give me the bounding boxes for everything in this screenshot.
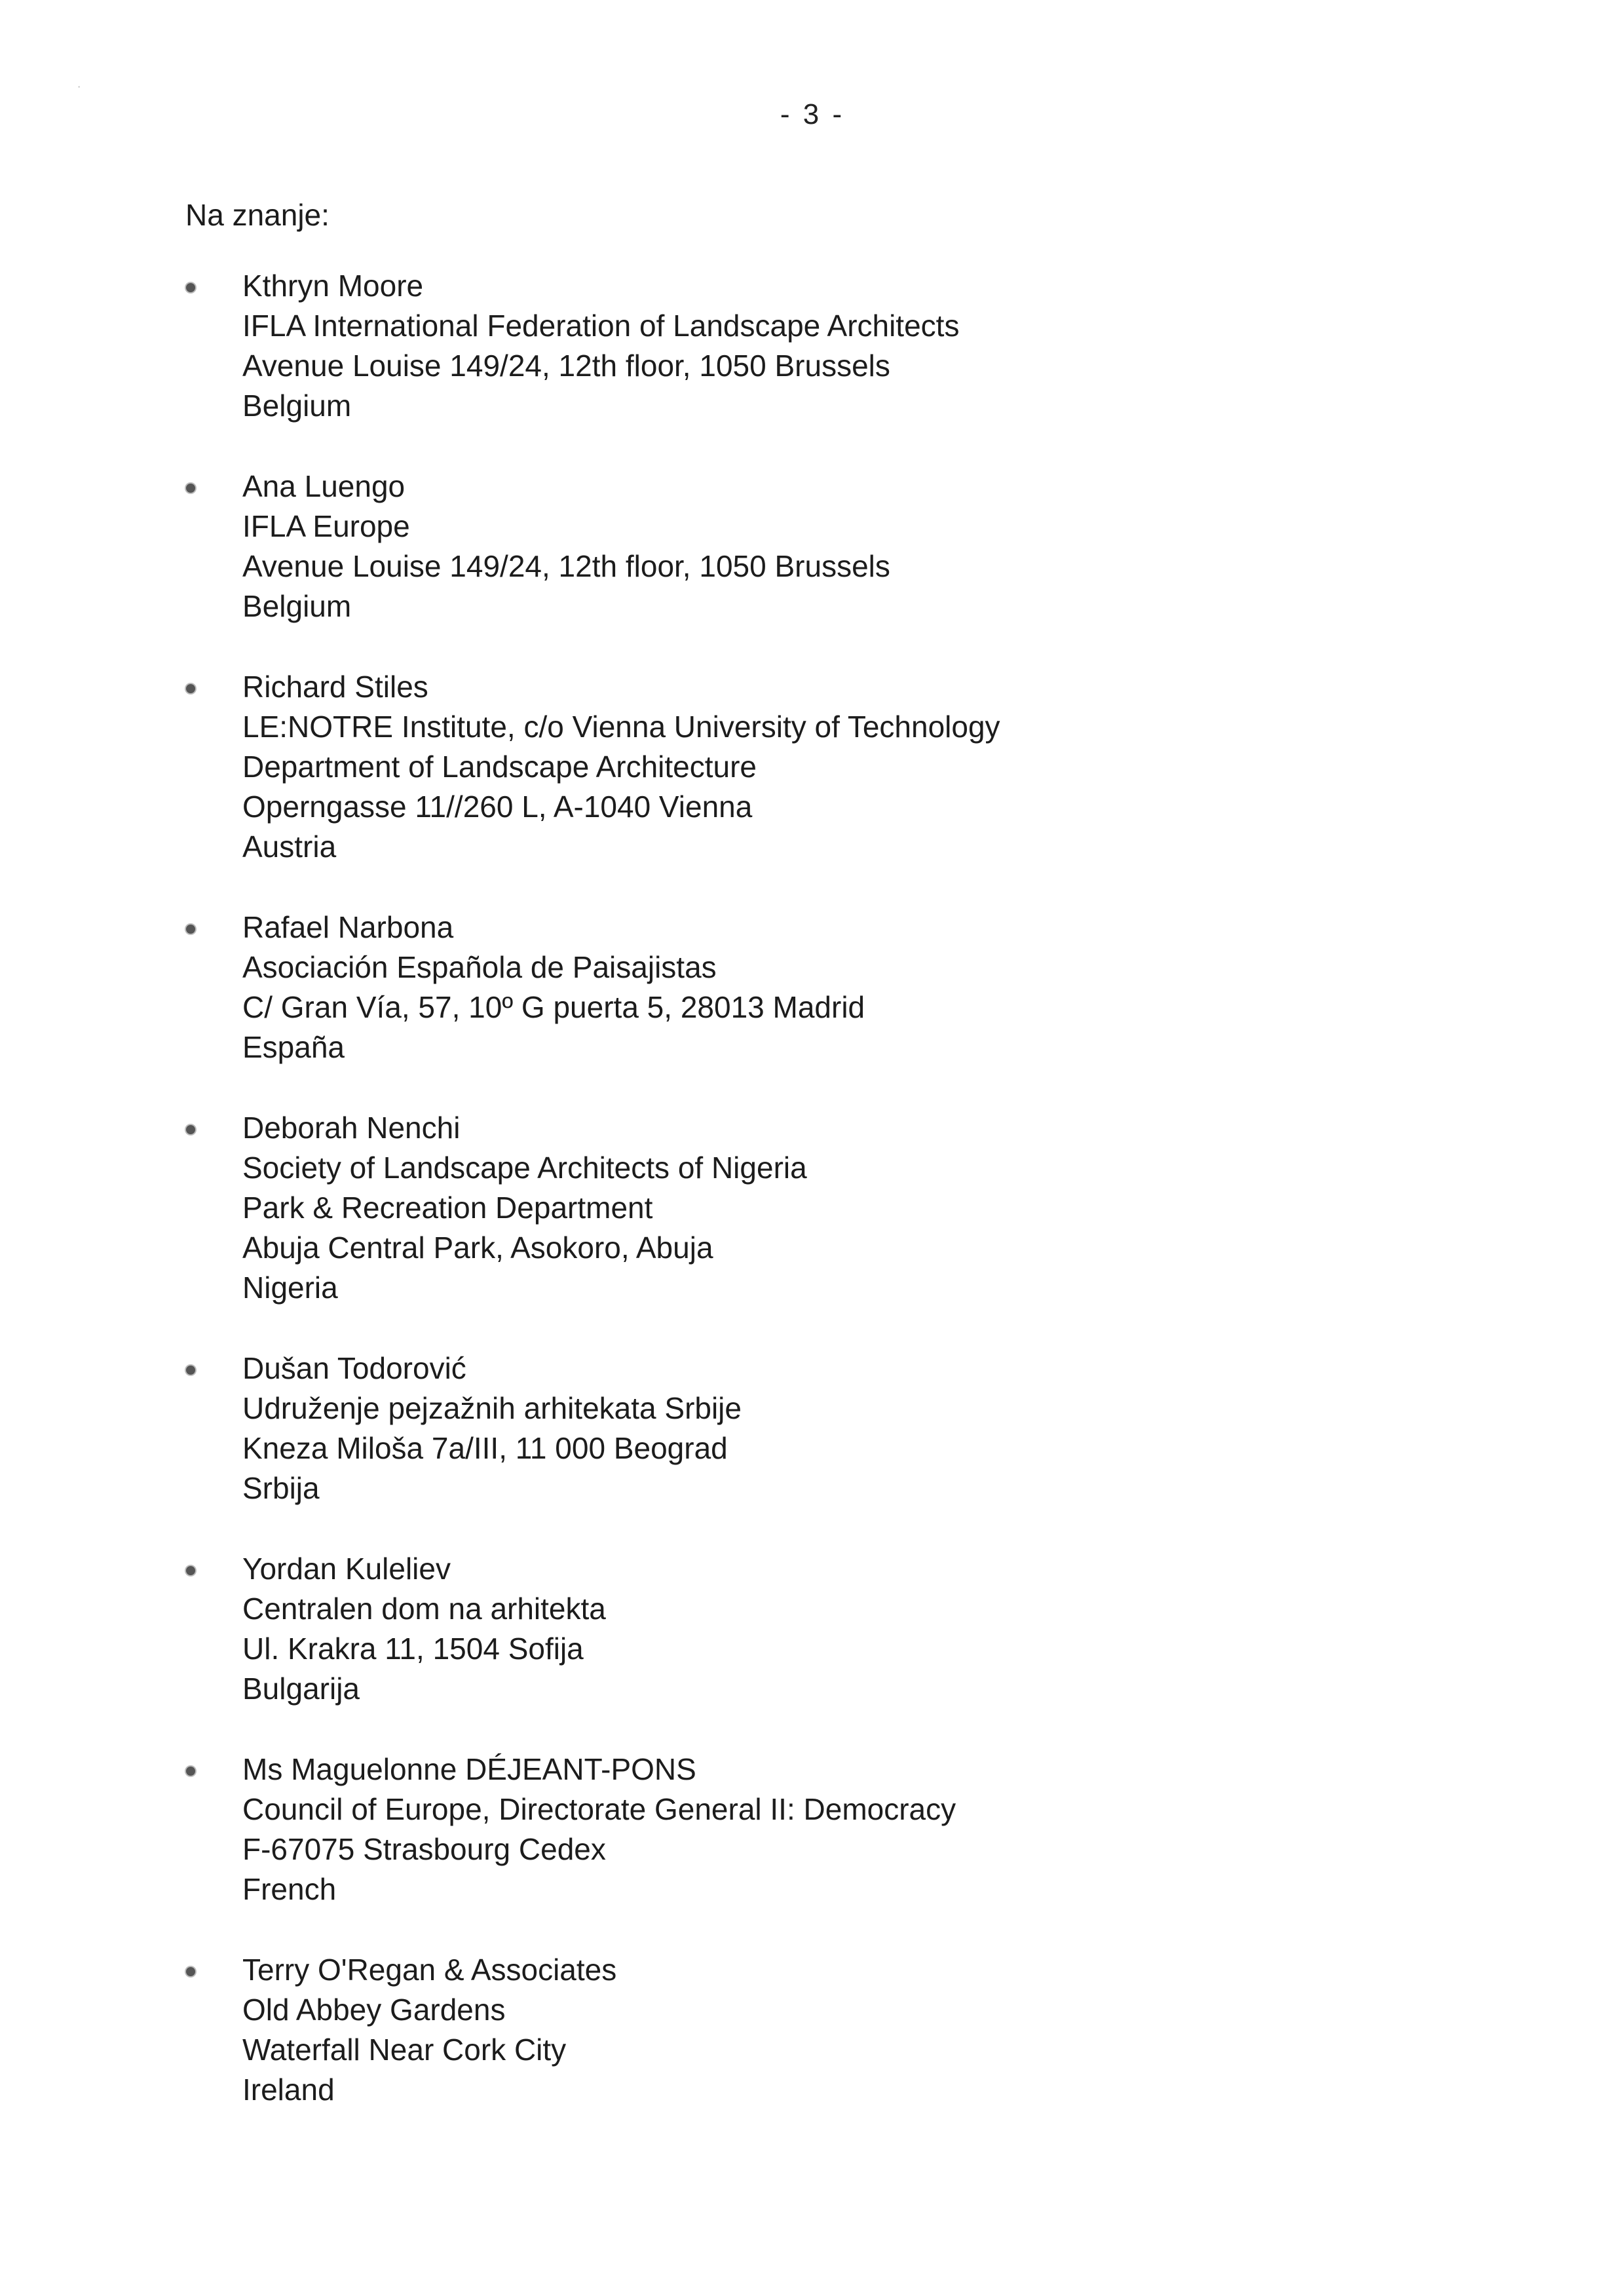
recipient-address: C/ Gran Vía, 57, 10º G puerta 5, 28013 Madrid	[242, 990, 865, 1024]
recipient-address: F-67075 Strasbourg Cedex	[242, 1832, 606, 1866]
recipient-address: Ul. Krakra 11, 1504 Sofija	[242, 1632, 584, 1666]
recipient-name: Deborah Nenchi	[242, 1111, 461, 1145]
recipient-name: Richard Stiles	[242, 670, 428, 704]
recipient-entry	[242, 1349, 742, 1508]
recipient-name: Ana Luengo	[242, 469, 406, 503]
recipient-organization: Council of Europe, Directorate General II: Democracy	[242, 1792, 956, 1826]
recipient-name: Kthryn Moore	[242, 269, 424, 303]
recipient-organization: LE:NOTRE Institute, c/o Vienna University of Technology	[242, 710, 1000, 744]
bullet-icon	[186, 1566, 195, 1575]
recipient-address: Avenue Louise 149/24, 12th floor, 1050 Brussels	[242, 549, 890, 583]
recipient-country: Austria	[242, 830, 337, 864]
recipient-country: Srbija	[242, 1471, 320, 1505]
recipient-organization: Centralen dom na arhitekta	[242, 1592, 606, 1626]
recipient-address: Waterfall Near Cork City	[242, 2033, 567, 2067]
page-number: - 3 -	[780, 98, 845, 130]
bullet-icon	[186, 283, 195, 292]
bullet-icon	[186, 1967, 195, 1976]
recipient-entry	[242, 266, 959, 426]
recipient-address: Abuja Central Park, Asokoro, Abuja	[242, 1231, 713, 1265]
recipient-entry	[242, 667, 1000, 867]
recipient-entry	[242, 908, 865, 1067]
recipient-entry	[242, 1750, 956, 1909]
recipient-country: Nigeria	[242, 1271, 338, 1305]
recipient-address: Avenue Louise 149/24, 12th floor, 1050 Brussels	[242, 349, 890, 383]
recipient-name: Yordan Kuleliev	[242, 1552, 451, 1586]
recipient-organization: Udruženje pejzažnih arhitekata Srbije	[242, 1391, 742, 1425]
recipient-country: Belgium	[242, 389, 352, 423]
recipient-country: French	[242, 1872, 337, 1906]
recipient-name: Ms Maguelonne DÉJEANT-PONS	[242, 1752, 696, 1786]
recipient-country: Bulgarija	[242, 1672, 360, 1706]
recipient-organization: IFLA International Federation of Landscape Architects	[242, 309, 960, 343]
recipient-address: Operngasse 11//260 L, A-1040 Vienna	[242, 790, 753, 824]
bullet-icon	[186, 484, 195, 493]
bullet-icon	[186, 1767, 195, 1776]
recipient-organization: Old Abbey Gardens	[242, 1993, 506, 2027]
recipient-entry	[242, 1950, 616, 2110]
bullet-icon	[186, 1125, 195, 1134]
bullet-icon	[186, 1366, 195, 1375]
recipient-organization: Society of Landscape Architects of Nigeria	[242, 1151, 807, 1185]
recipient-address: Kneza Miloša 7a/III, 11 000 Beograd	[242, 1431, 728, 1465]
recipient-department: Department of Landscape Architecture	[242, 750, 757, 784]
distribution-heading: Na znanje:	[185, 198, 330, 232]
recipient-organization: Asociación Española de Paisajistas	[242, 950, 717, 984]
recipient-name: Dušan Todorović	[242, 1351, 466, 1385]
recipient-department: Park & Recreation Department	[242, 1191, 653, 1225]
recipient-country: España	[242, 1030, 345, 1064]
bullet-icon	[186, 925, 195, 934]
recipient-country: Belgium	[242, 589, 352, 623]
recipient-country: Ireland	[242, 2073, 335, 2107]
recipient-entry	[242, 1549, 606, 1709]
bullet-icon	[186, 684, 195, 693]
scan-speck-mark: ˙	[77, 84, 83, 100]
recipient-name: Terry O'Regan & Associates	[242, 1953, 617, 1987]
recipient-entry	[242, 1108, 807, 1308]
recipient-organization: IFLA Europe	[242, 509, 410, 543]
recipient-name: Rafael Narbona	[242, 910, 454, 944]
recipient-entry	[242, 467, 890, 626]
